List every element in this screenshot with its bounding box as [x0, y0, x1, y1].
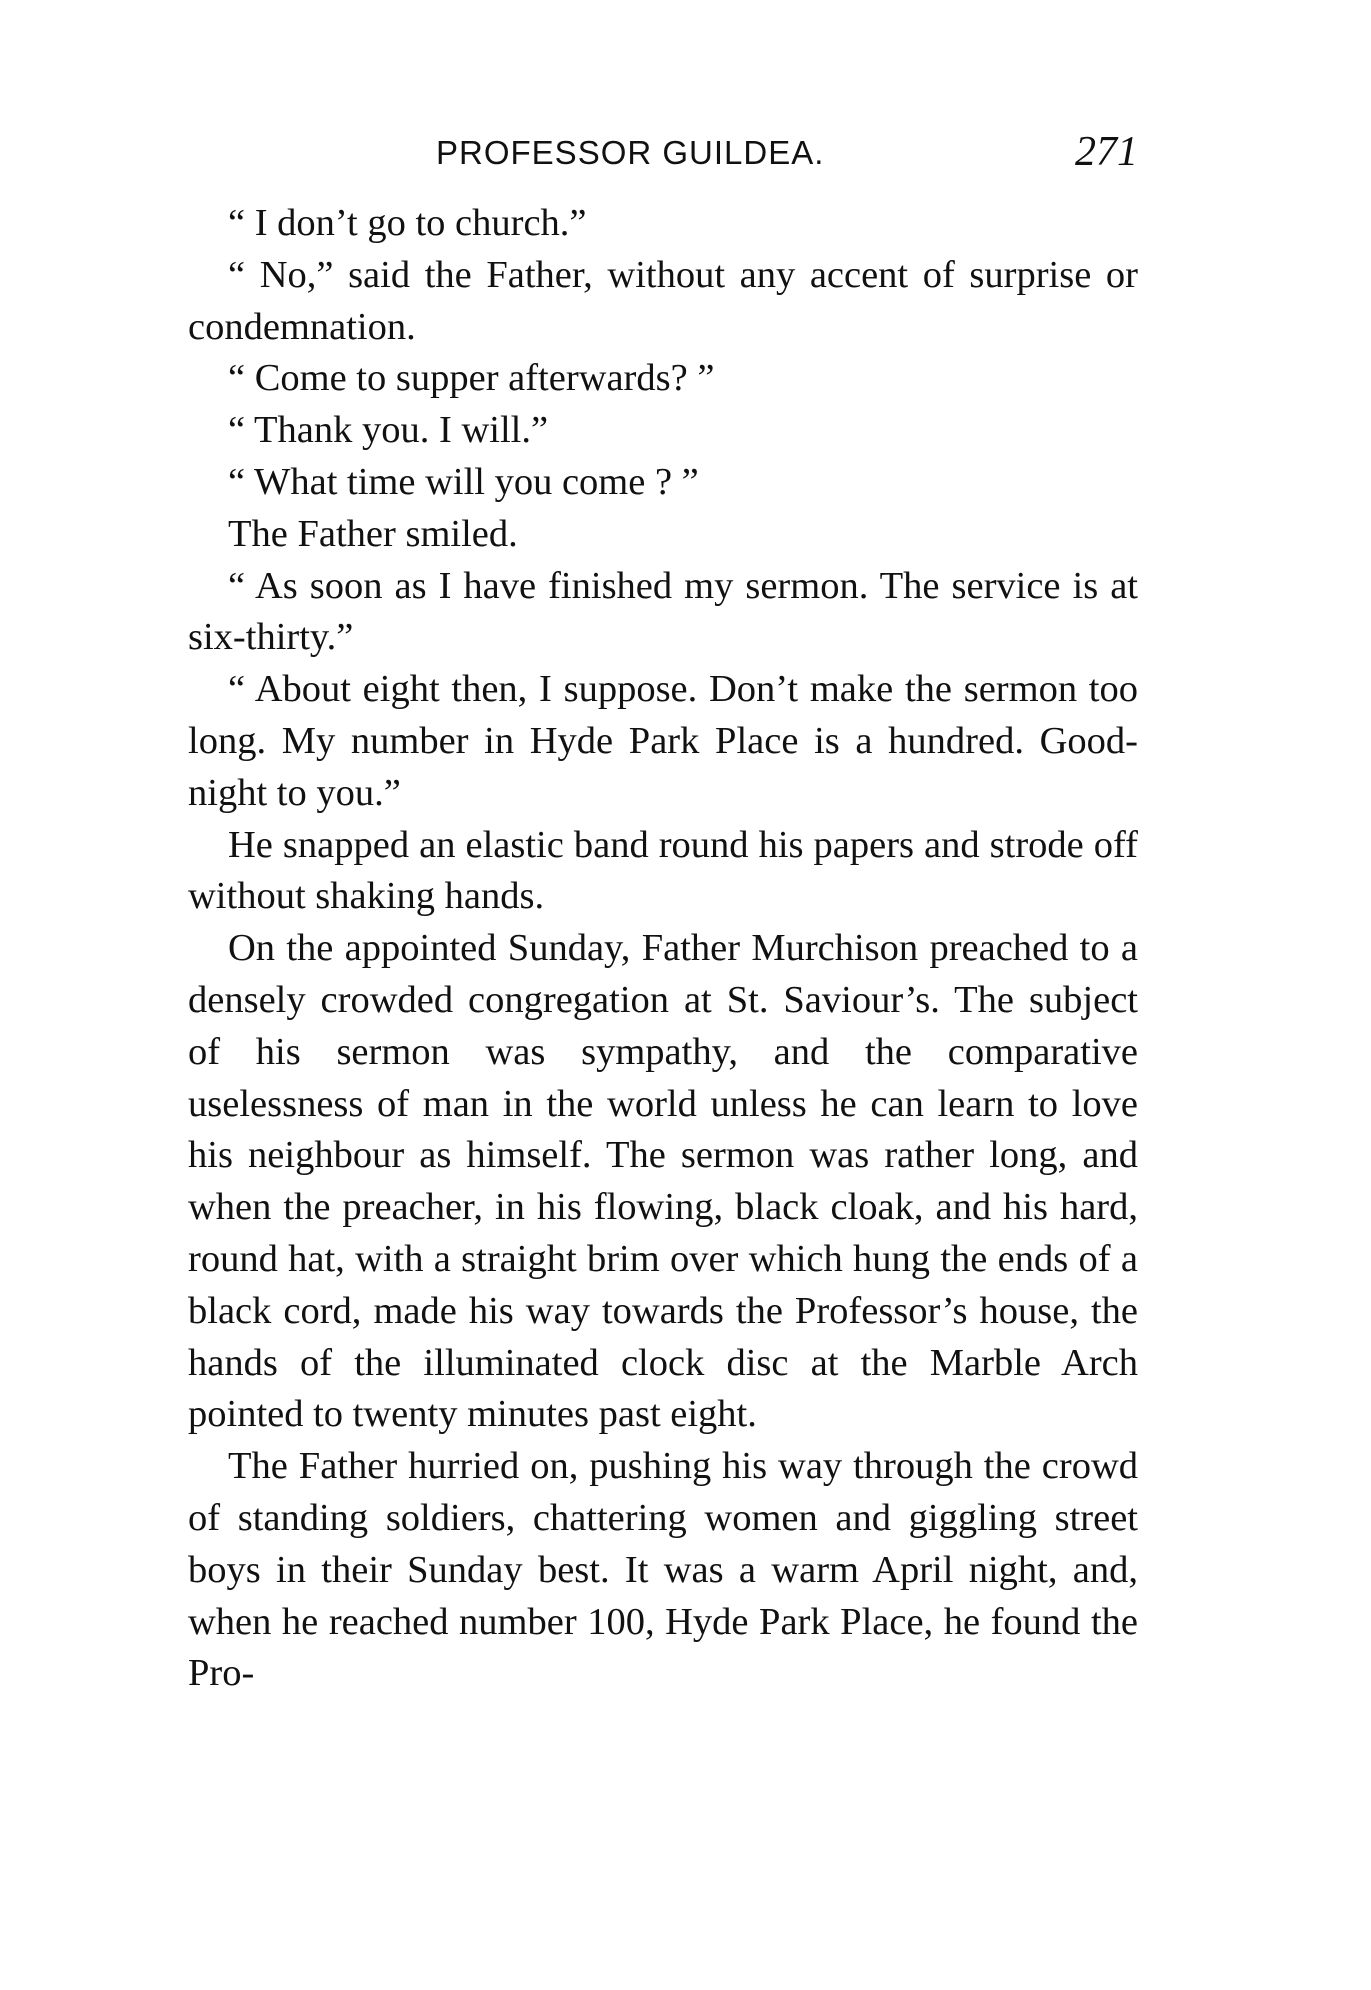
- paragraph: “ No,” said the Father, without any accent of surprise or condemnation.: [188, 253, 1138, 348]
- page-number: 271: [1075, 129, 1138, 175]
- paragraph: “ As soon as I have finished my sermon. The service is at six-thirty.”: [188, 564, 1138, 659]
- paragraph: On the appointed Sunday, Father Murchison preached to a densely crowded congregation at St. Saviour’s. The subject of his sermon was sympathy, and the comparative uselessness of man in the world unless he can learn to love his neighbour as himself. The sermon was rather long, and when the preacher, in his flowing, black cloak, and his hard, round hat, with a straight brim over which hung the ends of a black cord, made his way towards the Professor’s house, the hands of the illuminated clock disc at the Marble Arch pointed to twenty minutes past eight.: [188, 927, 1138, 1436]
- paragraph: “ I don’t go to church.”: [228, 202, 587, 244]
- paragraph: He snapped an elastic band round his papers and strode off without shaking hands.: [188, 823, 1138, 918]
- paragraph: The Father smiled.: [228, 512, 518, 555]
- paragraph: “ Thank you. I will.”: [228, 409, 549, 452]
- paragraph: “ Come to supper afterwards? ”: [228, 357, 715, 400]
- paragraph: The Father hurried on, pushing his way through the crowd of standing soldiers, chattering women and giggling street boys in their Sunday best. It was a warm April night, and, when he reached number 100, Hyde Park Place, he found the Pro-: [188, 1445, 1138, 1695]
- page-header: [188, 130, 1138, 180]
- paragraph: “ About eight then, I suppose. Don’t make the sermon too long. My number in Hyde Park Place is a hundred. Good-night to you.”: [188, 668, 1138, 814]
- paragraph: “ What time will you come ? ”: [228, 460, 699, 503]
- running-head: PROFESSOR GUILDEA.: [436, 134, 825, 171]
- body-text: [188, 198, 1138, 1700]
